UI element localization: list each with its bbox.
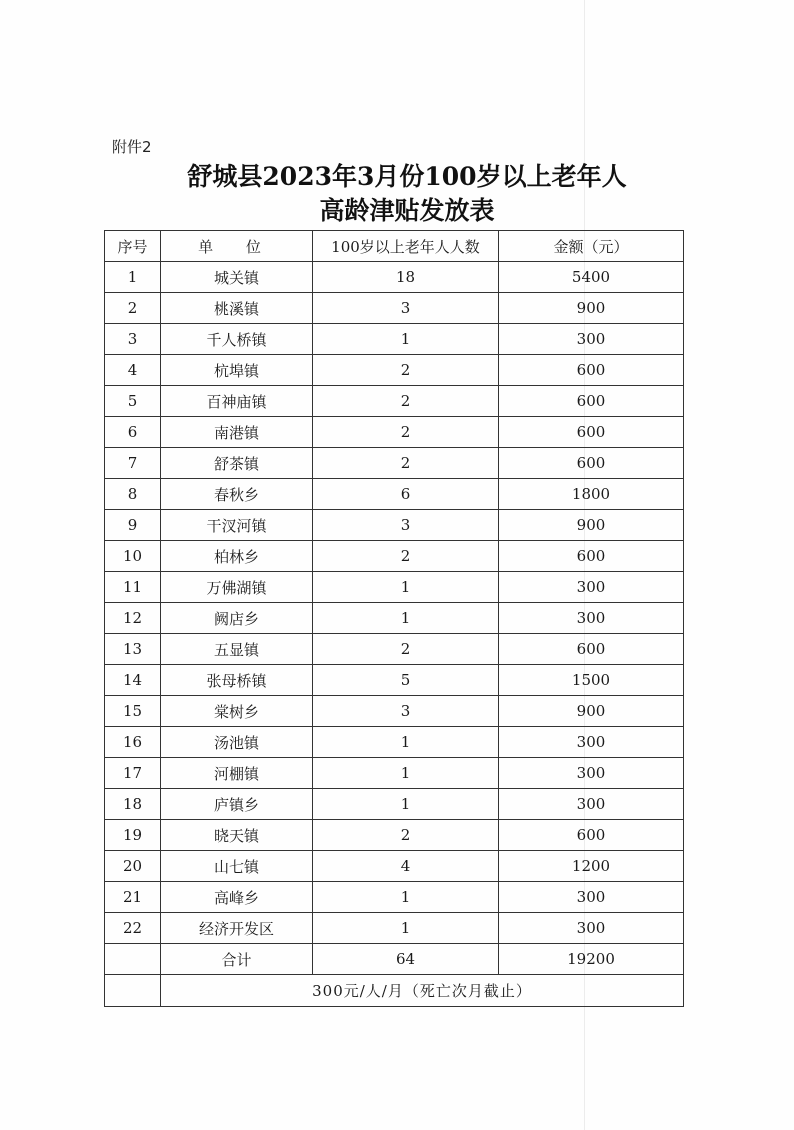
row-count: 1 (313, 727, 499, 758)
row-unit: 万佛湖镇 (161, 572, 313, 603)
table-row (105, 696, 684, 727)
total-row (105, 944, 684, 975)
row-no: 7 (105, 448, 161, 479)
row-unit: 南港镇 (161, 417, 313, 448)
row-amount: 600 (499, 417, 684, 448)
table-row (105, 510, 684, 541)
total-label: 合计 (161, 944, 313, 975)
table-row (105, 603, 684, 634)
document-title-line1: 舒城县2023年3月份100岁以上老年人 (187, 162, 627, 191)
row-amount: 1200 (499, 851, 684, 882)
row-amount: 600 (499, 820, 684, 851)
total-amount: 19200 (499, 944, 684, 975)
row-count: 3 (313, 293, 499, 324)
row-count: 2 (313, 355, 499, 386)
row-count: 2 (313, 541, 499, 572)
row-no: 16 (105, 727, 161, 758)
total-no (105, 944, 161, 975)
table-row (105, 479, 684, 510)
table-row (105, 448, 684, 479)
row-count: 1 (313, 882, 499, 913)
row-count: 1 (313, 913, 499, 944)
table-row (105, 758, 684, 789)
row-unit: 山七镇 (161, 851, 313, 882)
row-amount: 5400 (499, 262, 684, 293)
row-no: 5 (105, 386, 161, 417)
row-amount: 300 (499, 758, 684, 789)
row-count: 2 (313, 820, 499, 851)
row-count: 5 (313, 665, 499, 696)
table-row (105, 882, 684, 913)
row-unit: 春秋乡 (161, 479, 313, 510)
row-amount: 1500 (499, 665, 684, 696)
row-no: 21 (105, 882, 161, 913)
row-unit: 千人桥镇 (161, 324, 313, 355)
row-amount: 600 (499, 541, 684, 572)
row-unit: 张母桥镇 (161, 665, 313, 696)
table-row (105, 541, 684, 572)
row-count: 2 (313, 634, 499, 665)
row-count: 6 (313, 479, 499, 510)
row-unit: 干汊河镇 (161, 510, 313, 541)
row-no: 8 (105, 479, 161, 510)
row-count: 1 (313, 758, 499, 789)
row-amount: 900 (499, 510, 684, 541)
table-row (105, 324, 684, 355)
row-amount: 1800 (499, 479, 684, 510)
row-no: 18 (105, 789, 161, 820)
row-count: 1 (313, 603, 499, 634)
row-no: 19 (105, 820, 161, 851)
row-unit: 汤池镇 (161, 727, 313, 758)
row-amount: 300 (499, 324, 684, 355)
row-no: 6 (105, 417, 161, 448)
table-row (105, 665, 684, 696)
row-count: 1 (313, 572, 499, 603)
document-title-line2: 高龄津贴发放表 (319, 196, 495, 225)
attachment-label: 附件2 (112, 138, 152, 156)
row-amount: 300 (499, 882, 684, 913)
row-unit: 棠树乡 (161, 696, 313, 727)
row-no: 11 (105, 572, 161, 603)
table-row (105, 634, 684, 665)
row-unit: 杭埠镇 (161, 355, 313, 386)
table-row (105, 262, 684, 293)
row-no: 10 (105, 541, 161, 572)
row-no: 15 (105, 696, 161, 727)
row-count: 18 (313, 262, 499, 293)
footnote-blank (105, 975, 161, 1007)
row-amount: 600 (499, 448, 684, 479)
row-no: 12 (105, 603, 161, 634)
row-count: 1 (313, 324, 499, 355)
table-body (105, 262, 684, 944)
row-no: 3 (105, 324, 161, 355)
row-amount: 300 (499, 603, 684, 634)
table-row (105, 355, 684, 386)
row-unit: 晓天镇 (161, 820, 313, 851)
table-header-row (105, 231, 684, 262)
row-amount: 900 (499, 293, 684, 324)
table-row (105, 913, 684, 944)
row-no: 22 (105, 913, 161, 944)
table-row (105, 386, 684, 417)
table-row (105, 572, 684, 603)
row-amount: 300 (499, 727, 684, 758)
table-row (105, 293, 684, 324)
table-row (105, 820, 684, 851)
row-no: 20 (105, 851, 161, 882)
row-no: 13 (105, 634, 161, 665)
row-unit: 城关镇 (161, 262, 313, 293)
footnote-text: 300元/人/月（死亡次月截止） (161, 975, 684, 1007)
header-unit-text: 单 位 (198, 237, 275, 256)
row-amount: 600 (499, 634, 684, 665)
row-unit: 庐镇乡 (161, 789, 313, 820)
row-unit: 舒茶镇 (161, 448, 313, 479)
row-count: 4 (313, 851, 499, 882)
row-amount: 900 (499, 696, 684, 727)
row-unit: 高峰乡 (161, 882, 313, 913)
row-count: 2 (313, 417, 499, 448)
row-no: 2 (105, 293, 161, 324)
table-row (105, 789, 684, 820)
total-count: 64 (313, 944, 499, 975)
table-row (105, 727, 684, 758)
footnote-row (105, 975, 684, 1007)
table-row (105, 851, 684, 882)
row-unit: 阙店乡 (161, 603, 313, 634)
row-unit: 百神庙镇 (161, 386, 313, 417)
row-no: 17 (105, 758, 161, 789)
row-count: 2 (313, 448, 499, 479)
row-unit: 河棚镇 (161, 758, 313, 789)
subsidy-table (104, 230, 684, 1007)
row-count: 2 (313, 386, 499, 417)
header-unit (161, 231, 313, 262)
header-count: 100岁以上老年人人数 (313, 231, 499, 262)
row-amount: 600 (499, 386, 684, 417)
row-count: 3 (313, 696, 499, 727)
row-count: 3 (313, 510, 499, 541)
row-count: 1 (313, 789, 499, 820)
header-no: 序号 (105, 231, 161, 262)
row-no: 4 (105, 355, 161, 386)
row-amount: 300 (499, 572, 684, 603)
row-unit: 五显镇 (161, 634, 313, 665)
row-unit: 柏林乡 (161, 541, 313, 572)
row-no: 1 (105, 262, 161, 293)
row-amount: 300 (499, 913, 684, 944)
row-no: 9 (105, 510, 161, 541)
header-amount: 金额（元） (499, 231, 684, 262)
row-amount: 300 (499, 789, 684, 820)
row-no: 14 (105, 665, 161, 696)
row-amount: 600 (499, 355, 684, 386)
row-unit: 经济开发区 (161, 913, 313, 944)
table-row (105, 417, 684, 448)
row-unit: 桃溪镇 (161, 293, 313, 324)
